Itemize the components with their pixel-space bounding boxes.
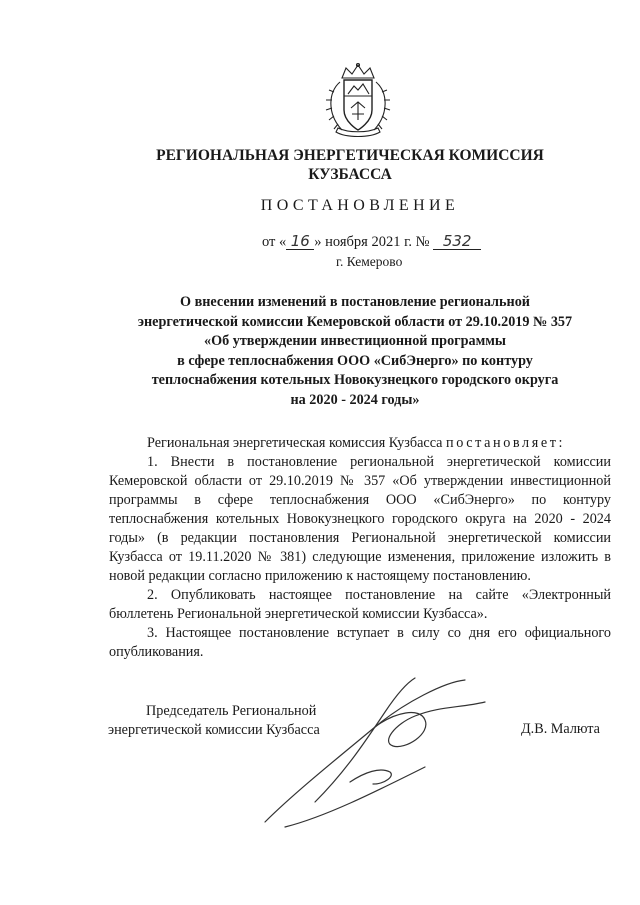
date-prefix: от « [262, 234, 287, 250]
organization-name-line1: РЕГИОНАЛЬНАЯ ЭНЕРГЕТИЧЕСКАЯ КОМИССИЯ [156, 147, 544, 164]
paragraph-3: 3. Настоящее постановление вступает в силу со дня его официального опубликования. [109, 625, 611, 660]
intro-text: Региональная энергетическая комиссия Кузбасса [147, 435, 447, 451]
subject-line: в сфере теплоснабжения ООО «СибЭнерго» по контуру [177, 352, 533, 369]
resolves-word: постановляет: [446, 435, 566, 451]
date-suffix: » ноября 2021 г. № [314, 234, 430, 250]
subject-line: теплоснабжения котельных Новокузнецкого городского округа [151, 372, 559, 388]
document-body [109, 434, 611, 662]
position-line2: энергетической комиссии Кузбасса [108, 722, 320, 738]
date-day: 16 [286, 234, 314, 250]
subject-line: энергетической комиссии Кемеровской области от 29.10.2019 № 357 [137, 313, 573, 330]
paragraph-1: 1. Внести в постановление региональной энергетической комиссии Кемеровской области от 29.10.2019 № 357 «Об утверждении инвестиционной программы в сфере теплоснабжения ООО «СибЭнерго» по контуру теплоснабжения котельных Новокузнецкого городского округа на 2020 - 2024 годы» (в редакции постановления Региональной энергетической комиссии Кузбасса от 19.11.2020 № 381) следующие изменения, приложение изложить в новой редакции согласно приложению к настоящему постановлению. [109, 454, 611, 584]
signatory-name: Д.В. Малюта [521, 721, 600, 737]
subject-line: «Об утверждении инвестиционной программы [203, 333, 507, 349]
organization-name-line2: КУЗБАССА [308, 166, 392, 183]
kuzbass-coat-of-arms-icon [318, 62, 398, 140]
document-subject [104, 293, 606, 410]
subject-line: на 2020 - 2024 годы» [290, 391, 420, 408]
handwritten-signature [255, 672, 495, 832]
subject-line: О внесении изменений в постановление региональной [180, 294, 530, 310]
intro-paragraph [109, 434, 611, 453]
document-type: ПОСТАНОВЛЕНИЕ [260, 197, 460, 214]
position-line1: Председатель Региональной [146, 703, 317, 719]
paragraph-2: 2. Опубликовать настоящее постановление на сайте «Электронный бюллетень Региональной энергетической комиссии Кузбасса». [109, 587, 611, 622]
city: г. Кемерово [336, 254, 403, 269]
date-line [262, 234, 481, 251]
document-number: 532 [433, 234, 481, 250]
